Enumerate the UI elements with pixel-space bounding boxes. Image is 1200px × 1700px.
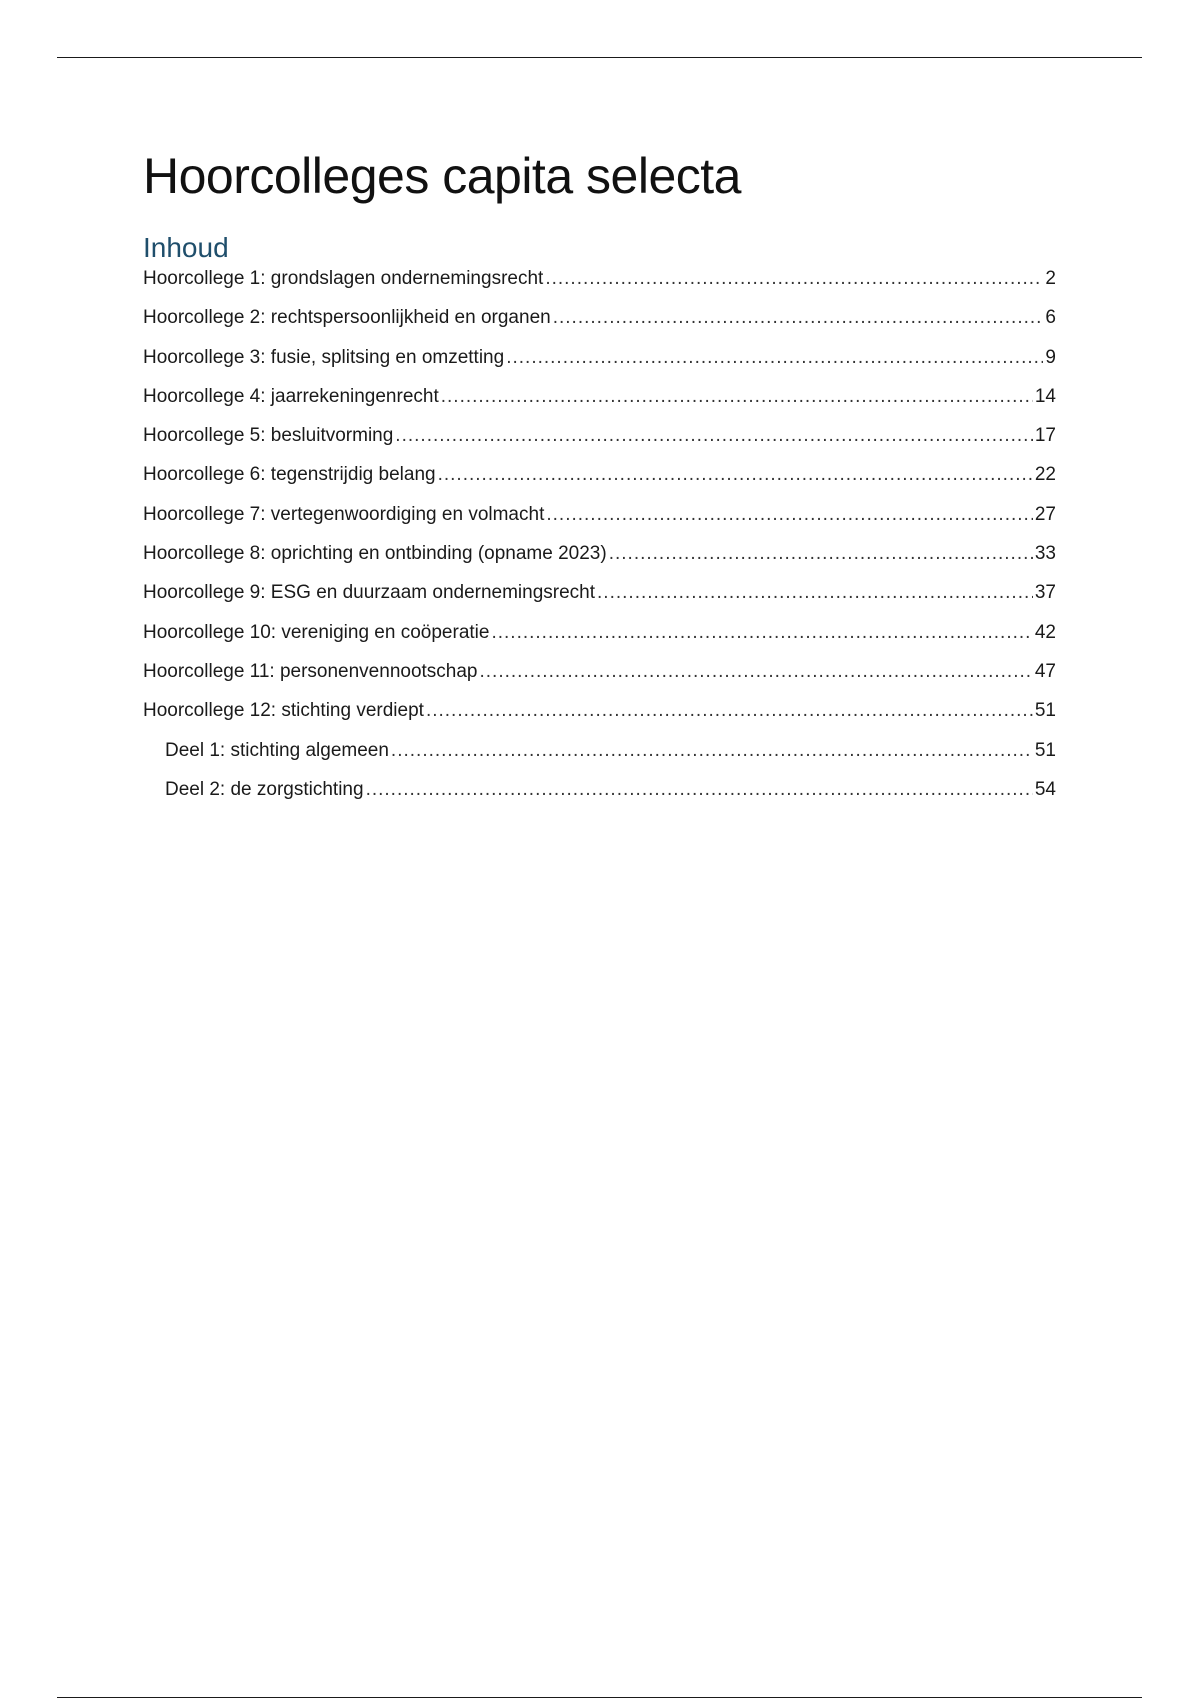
toc-entry-label: Hoorcollege 1: grondslagen ondernemingsrecht [143, 268, 544, 289]
toc-entry-page-number: 27 [1034, 503, 1056, 525]
footer-rule [57, 1697, 1142, 1698]
toc-entry-label: Hoorcollege 2: rechtspersoonlijkheid en organen [143, 307, 551, 329]
toc-entry-label: Hoorcollege 4: jaarrekeningenrecht [143, 385, 439, 407]
toc-entry-page-number: 9 [1045, 346, 1056, 368]
toc-entry-label: Hoorcollege 8: oprichting en ontbinding (opname 2023) [143, 543, 607, 565]
toc-entry[interactable] [143, 581, 1056, 620]
toc-dot-leader [480, 660, 1033, 684]
toc-entry-label: Hoorcollege 5: besluitvorming [143, 425, 394, 447]
toc-subentry[interactable] [143, 778, 1056, 817]
toc-dot-leader [366, 778, 1033, 802]
toc-dot-leader [438, 463, 1033, 487]
toc-entry-label: Hoorcollege 11: personenvennootschap [143, 660, 478, 682]
toc-entry-page-number: 42 [1034, 621, 1056, 643]
toc-entry-page-number: 17 [1034, 425, 1056, 447]
toc-entry[interactable] [143, 346, 1056, 385]
toc-dot-leader [391, 739, 1033, 763]
toc-entry-label: Hoorcollege 7: vertegenwoordiging en volmacht [143, 503, 545, 525]
toc-heading: Inhoud [143, 232, 229, 263]
toc-dot-leader [553, 306, 1044, 330]
document-title: Hoorcolleges capita selecta [143, 148, 741, 204]
toc-entry[interactable] [143, 385, 1056, 424]
toc-entry[interactable] [143, 424, 1056, 463]
toc-entry-page-number: 47 [1034, 660, 1056, 682]
header-rule [57, 57, 1142, 58]
toc-entry[interactable] [143, 660, 1056, 699]
toc-dot-leader [426, 699, 1033, 723]
toc-entry-label: Deel 1: stichting algemeen [165, 739, 389, 761]
toc-dot-leader [545, 267, 1043, 291]
toc-entry-label: Hoorcollege 6: tegenstrijdig belang [143, 464, 436, 486]
toc-entry-label: Hoorcollege 12: stichting verdiept [143, 700, 424, 722]
toc-entry-page-number: 22 [1034, 464, 1056, 486]
document-body [143, 145, 1056, 817]
toc-entry[interactable] [143, 699, 1056, 738]
toc-subentry[interactable] [143, 739, 1056, 778]
toc-dot-leader [441, 385, 1033, 409]
toc-entry-page-number: 54 [1034, 778, 1056, 800]
toc-entry[interactable] [143, 503, 1056, 542]
toc-dot-leader [395, 424, 1033, 448]
toc-entry-page-number: 51 [1034, 739, 1056, 761]
toc-entry-page-number: 6 [1045, 307, 1056, 329]
toc-dot-leader [491, 621, 1032, 645]
toc-entry[interactable] [143, 621, 1056, 660]
toc-entry-page-number: 14 [1034, 385, 1056, 407]
toc-entry-page-number: 33 [1034, 543, 1056, 565]
toc-entry[interactable] [143, 542, 1056, 581]
toc-entry-page-number: 2 [1045, 268, 1056, 289]
toc-dot-leader [609, 542, 1033, 566]
toc-entry-page-number: 51 [1034, 700, 1056, 722]
toc-dot-leader [597, 581, 1033, 605]
toc-entry-label: Hoorcollege 3: fusie, splitsing en omzetting [143, 346, 505, 368]
toc-entry-label: Hoorcollege 10: vereniging en coöperatie [143, 621, 490, 643]
toc-entry-label: Deel 2: de zorgstichting [165, 778, 364, 800]
toc-dot-leader [506, 346, 1043, 370]
toc-entry-page-number: 37 [1034, 582, 1056, 604]
toc-entry[interactable] [143, 463, 1056, 502]
toc-entry-label: Hoorcollege 9: ESG en duurzaam ondernemingsrecht [143, 582, 596, 604]
toc-entry[interactable] [143, 267, 1056, 306]
table-of-contents [143, 267, 1056, 817]
toc-dot-leader [546, 503, 1033, 527]
toc-entry[interactable] [143, 306, 1056, 345]
